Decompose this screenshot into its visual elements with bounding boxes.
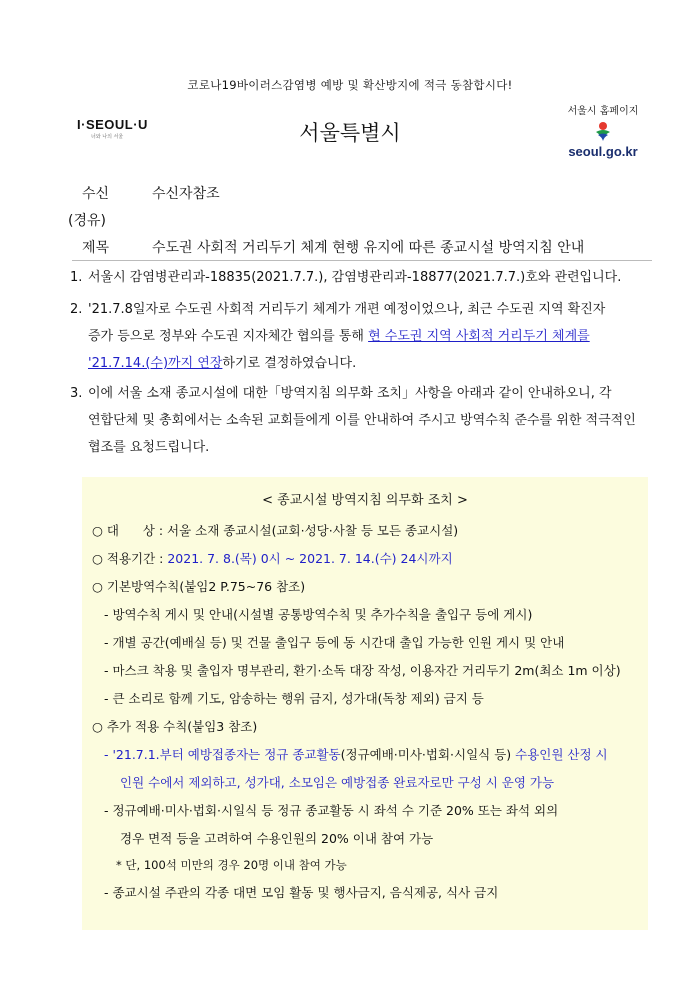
paragraph-3 (70, 380, 655, 461)
via-label: (경유) (68, 213, 106, 229)
paragraph-2-line2: 증가 등으로 정부와 수도권 지자체간 협의를 통해 (88, 329, 369, 344)
paragraph-1-number: 1. (70, 270, 83, 285)
extra-rules-heading: ○ 추가 적용 수칙(붙임3 참조) (92, 719, 258, 734)
organization-name: 서울특별시 (299, 121, 401, 145)
paragraph-3-line1: 이에 서울 소재 종교시설에 대한「방역지침 의무화 조치」사항을 아래과 같이 안내하오니, 각 (88, 386, 612, 401)
logo-left-text: I·SEOUL·U (77, 117, 148, 132)
target-label: ○ 대 상 : (92, 523, 168, 538)
extra-rule-1-part-c: 수용인원 산정 시 (515, 747, 608, 762)
basic-rule-item: - 방역수칙 게시 및 안내(시설별 공통방역수칙 및 추가수칙을 출입구 등에 게시) (104, 607, 533, 622)
extension-link-part1[interactable]: 현 수도권 지역 사회적 거리두기 체계를 (368, 329, 590, 344)
period-row (92, 549, 648, 567)
subject-label: 제목 (82, 240, 110, 256)
extra-rule-note: * 단, 100석 미만의 경우 20명 이내 참여 가능 (116, 858, 347, 872)
extra-rule-item-2: - 정규예배·미사·법회·시일식 등 정규 종교활동 시 좌석 수 기준 20% 또는 좌석 외의 (104, 803, 559, 818)
extra-rule-2-line2: 경우 면적 등을 고려하여 수용인원의 20% 이내 참여 가능 (120, 831, 434, 846)
basic-rule-item: - 큰 소리로 함께 기도, 암송하는 행위 금지, 성가대(독창 제외) 금지 등 (104, 691, 484, 706)
basic-rules-heading: ○ 기본방역수칙(붙임2 P.75~76 참조) (92, 579, 306, 594)
basic-rule-item: - 마스크 착용 및 출입자 명부관리, 환기·소독 대장 작성, 이용자간 거리두기 2m(최소 1m 이상) (104, 663, 621, 678)
paragraph-2 (70, 296, 655, 377)
basic-rule-item: - 개별 공간(예배실 등) 및 건물 출입구 등에 동 시간대 출입 가능한 인원 게시 및 안내 (104, 635, 565, 650)
period-value: 2021. 7. 8.(목) 0시 ~ 2021. 7. 14.(수) 24시까지 (167, 551, 453, 566)
paragraph-2-number: 2. (70, 302, 83, 317)
paragraph-2-line1: '21.7.8일자로 수도권 사회적 거리두기 체계가 개편 예정이었으나, 최근 수도권 지역 확진자 (88, 302, 606, 317)
extra-rule-1-part-a: - '21.7.1.부터 예방접종자는 정규 종교활동 (104, 747, 341, 762)
subject-value: 수도권 사회적 거리두기 체계 현행 유지에 따른 종교시설 방역지침 안내 (152, 240, 585, 256)
target-value: 서울 소재 종교시설(교회·성당·사찰 등 모든 종교시설) (167, 523, 459, 538)
paragraph-3-line2: 연합단체 및 총회에서는 소속된 교회들에게 이를 안내하여 주시고 방역수칙 준수를 위한 적극적인 (88, 413, 636, 428)
extra-rule-1-part-b: (정규예배·미사·법회·시일식 등) (340, 747, 516, 762)
homepage-url: seoul.go.kr (568, 144, 638, 159)
extension-link-part2[interactable]: '21.7.14.(수)까지 연장 (88, 356, 223, 371)
recipient-label: 수신 (82, 186, 110, 202)
homepage-caption: 서울시 홈페이지 (567, 106, 639, 117)
paragraph-3-line3: 협조를 요청드립니다. (88, 440, 210, 455)
extra-rule-1-line2: 인원 수에서 제외하고, 성가대, 소모임은 예방접종 완료자로만 구성 시 운영 가능 (120, 775, 555, 790)
period-label: ○ 적용기간 : (92, 551, 168, 566)
slogan: 코로나19바이러스감염병 예방 및 확산방지에 적극 동참합시다! (187, 78, 513, 92)
paragraph-3-number: 3. (70, 386, 83, 401)
target-row (92, 521, 648, 539)
extra-rule-item-3: - 종교시설 주관의 각종 대면 모임 활동 및 행사금지, 음식제공, 식사 금지 (104, 885, 499, 900)
logo-left-subtext: 너와 나의 서울 (91, 134, 124, 140)
recipient-value: 수신자참조 (152, 186, 220, 202)
extra-rule-item-1 (104, 745, 648, 763)
guideline-box-title: < 종교시설 방역지침 의무화 조치 > (262, 493, 468, 508)
paragraph-2-line3: 하기로 결정하였습니다. (222, 356, 357, 371)
header-divider (72, 260, 652, 261)
paragraph-1 (70, 264, 655, 291)
seoul-emblem-icon (592, 120, 614, 142)
paragraph-1-text: 서울시 감염병관리과-18835(2021.7.7.), 감염병관리과-18877(2021.7.7.)호와 관련입니다. (88, 270, 622, 285)
seoul-homepage-logo[interactable] (548, 102, 658, 159)
